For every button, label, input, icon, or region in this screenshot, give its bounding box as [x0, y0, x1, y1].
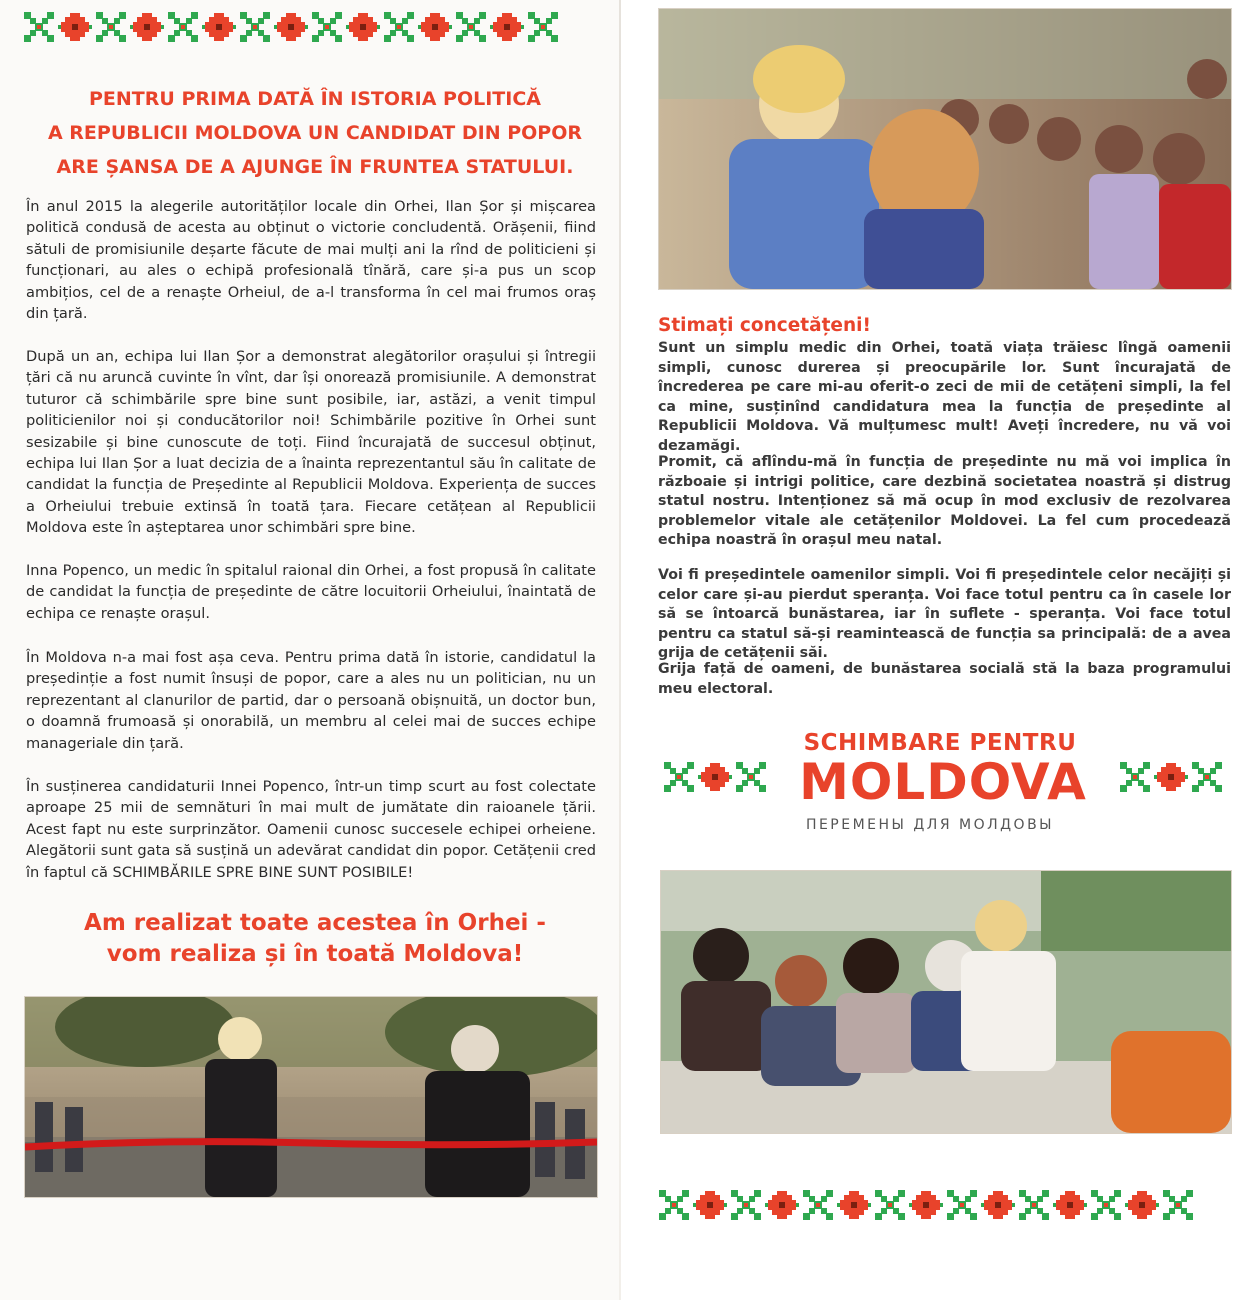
cross-motif-icon: [801, 1188, 835, 1222]
cross-motif-icon: [945, 1188, 979, 1222]
brand-ornament-right: [1118, 760, 1224, 794]
cross-motif-icon: [1118, 760, 1152, 794]
flower-motif-icon: [837, 1188, 871, 1222]
cross-motif-icon: [526, 10, 560, 44]
signatures-paragraph: În susținerea candidaturii Innei Popenco, într-un timp scurt au fost colectate aproape 25 mii de semnături în mai mult de jumătate din raioanele țării. Acest fapt nu este surprinzător. Oamenii cunosc succesele echipei orheiene. Alegătorii sunt gata să susțină un adevărat candidat din popor. Cetățenii cred în faptul că SCHIMBĂRILE SPRE BINE SUNT POSIBILE!: [26, 778, 596, 881]
doctor-paragraph: Sunt un simplu medic din Orhei, toată viața trăiesc lîngă oamenii simpli, cunosc durerea și preocupările lor. Sunt încurajată de încrederea pe care mi-au oferit-o zeci de mii de cetățeni simpli, la fel ca mine, susținînd candidatura mea la funcția de președinte al Republicii Moldova. Vă mulțumesc mult! Aveți încredere, nu vă voi dezamăgi.: [658, 340, 1231, 454]
slogan-line-1: Am realizat toate acestea în Orhei -: [84, 910, 546, 936]
cross-motif-icon: [166, 10, 200, 44]
intro-paragraph: În anul 2015 la alegerile autorităților locale din Orhei, Ilan Șor și mișcarea politică condusă de acesta au obținut o victorie concludentă. Orășenii, fiind sătuli de promisiunile deșarte făcute de mai mulți ani la rînd de politicieni și funcționari, au ales o echipă profesională tînără, care și-a pus un scop ambițios, cel de a renaște Orheiul, de a-l transforma în cel mai frumos oraș din țară.: [26, 198, 596, 323]
cross-motif-icon: [94, 10, 128, 44]
cross-motif-icon: [1089, 1188, 1123, 1222]
cross-motif-icon: [454, 10, 488, 44]
volunteers-table-photo: [660, 870, 1232, 1134]
slogan: [40, 908, 590, 970]
flower-motif-icon: [1053, 1188, 1087, 1222]
brand-tagline: SCHIMBARE PENTRU: [803, 730, 1077, 756]
candidate-paragraph: Inna Popenco, un medic în spitalul raional din Orhei, a fost propusă în calitate de candidat la funcția de președinte de către locuitorii Orheiului, înaintată de echipa ce renaște orașul.: [26, 562, 596, 622]
headline-line-3: ARE ȘANSA DE A AJUNGE ÎN FRUNTEA STATULUI.: [56, 156, 574, 178]
ribbon-cutting-photo: [24, 996, 598, 1198]
slogan-line-2: vom realiza și în toată Moldova!: [106, 941, 524, 967]
flower-motif-icon: [346, 10, 380, 44]
president-paragraph: Voi fi președintele oamenilor simpli. Voi fi președintele celor necăjiți și celor care și-au pierdut speranța. Voi face totul pentru ca în casele lor să se întoarcă bunăstarea, iar în suflete - speranța. Voi face totul pentru ca statul să-și reamintească de funcția sa principală: de a avea grija de cetățenii săi.: [658, 567, 1231, 661]
brand-ornament-left: [662, 760, 768, 794]
flower-motif-icon: [981, 1188, 1015, 1222]
brand-subtitle-ru: ПЕРЕМЕНЫ ДЛЯ МОЛДОВЫ: [805, 817, 1055, 833]
cross-motif-icon: [310, 10, 344, 44]
ornament-band-bottom: [657, 1188, 1195, 1222]
cross-motif-icon: [734, 760, 768, 794]
greeting-heading: Stimați concetățeni!: [658, 315, 871, 336]
promise-paragraph: Promit, că aflîndu-mă în funcția de președinte nu mă voi implica în războaie și intrigi politice, care dezbină societatea noastră și distrug statul nostru. Intenționez să mă ocup în mod exclusiv de rezolvarea problemelor vitale ale cetățenilor Moldovei. La fel cum procedează echipa noastră în orașul meu natal.: [658, 454, 1231, 548]
flower-motif-icon: [698, 760, 732, 794]
history-paragraph: În Moldova n-a mai fost așa ceva. Pentru prima dată în istorie, candidatul la președinție a fost numit însuși de popor, care a ales nu un politician, nu un reprezentant al clanurilor de partid, dar o persoană obișnuită, un doctor bun, o doamnă frumoasă și onorabilă, un membru al celei mai de succes echipe manageriale din țară.: [26, 649, 596, 752]
cross-motif-icon: [873, 1188, 907, 1222]
cross-motif-icon: [1161, 1188, 1195, 1222]
flower-motif-icon: [274, 10, 308, 44]
cross-motif-icon: [238, 10, 272, 44]
cross-motif-icon: [729, 1188, 763, 1222]
flower-motif-icon: [765, 1188, 799, 1222]
flower-motif-icon: [58, 10, 92, 44]
team-paragraph: După un an, echipa lui Ilan Șor a demonstrat alegătorilor orașului și întregii țări că nu aruncă cuvinte în vînt, dar își onorează promisiunile. A demonstrat tuturor că schimbările spre bine sunt posibile, iar, astăzi, a venit timpul politicienilor noi și conducătorilor noi! Schimbările pozitive în Orhei sunt sesizabile și bine cunoscute de toți. Fiind încurajată de succesul obținut, echipa lui Ilan Șor a luat decizia de a înainta reprezentantul său în calitate de candidat la funcția de Președinte al Republicii Moldova. Experiența de succes a Orheiului trebuie extinsă în toată țara. Fiecare cetățean al Republicii Moldova este în așteptarea unor schimbări spre bine.: [26, 348, 596, 537]
brand-wordmark: MOLDOVA: [799, 753, 1087, 811]
flower-motif-icon: [909, 1188, 943, 1222]
page-headline: [40, 82, 590, 184]
flower-motif-icon: [418, 10, 452, 44]
flower-motif-icon: [490, 10, 524, 44]
cross-motif-icon: [1190, 760, 1224, 794]
cross-motif-icon: [382, 10, 416, 44]
candidate-greeting-photo: [658, 8, 1232, 290]
cross-motif-icon: [662, 760, 696, 794]
ornament-band-top: [22, 10, 560, 44]
flower-motif-icon: [693, 1188, 727, 1222]
headline-line-2: A REPUBLICII MOLDOVA UN CANDIDAT DIN POPOR: [47, 122, 582, 144]
flower-motif-icon: [202, 10, 236, 44]
flower-motif-icon: [1154, 760, 1188, 794]
page-fold: [619, 0, 621, 1300]
flower-motif-icon: [1125, 1188, 1159, 1222]
cross-motif-icon: [657, 1188, 691, 1222]
cross-motif-icon: [1017, 1188, 1051, 1222]
cross-motif-icon: [22, 10, 56, 44]
program-paragraph: Grija față de oameni, de bunăstarea socială stă la baza programului meu electoral.: [658, 661, 1231, 697]
flower-motif-icon: [130, 10, 164, 44]
headline-line-1: PENTRU PRIMA DATĂ ÎN ISTORIA POLITICĂ: [89, 88, 541, 110]
